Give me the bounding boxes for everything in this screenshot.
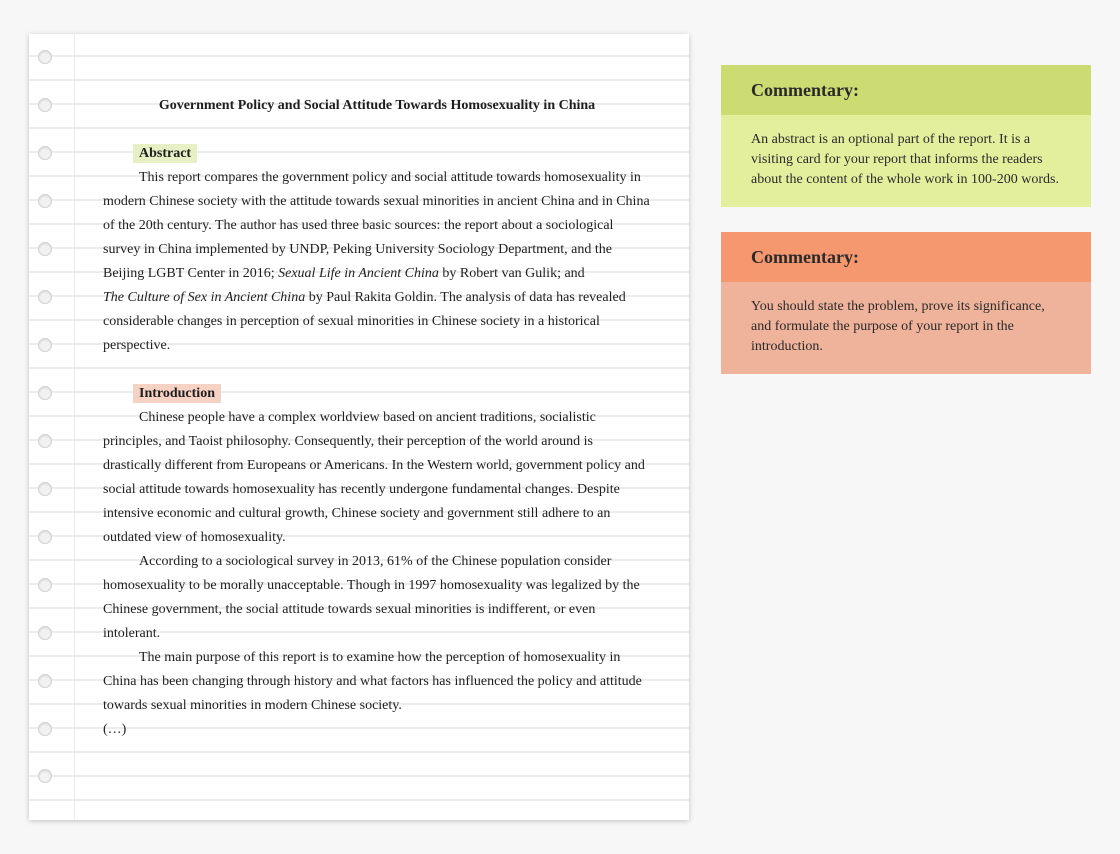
binder-hole bbox=[38, 674, 52, 688]
binder-hole bbox=[38, 146, 52, 160]
binder-hole bbox=[38, 338, 52, 352]
margin-line bbox=[74, 34, 75, 820]
binder-hole bbox=[38, 626, 52, 640]
source-title: Sexual Life in Ancient China bbox=[278, 266, 439, 281]
introduction-heading: Introduction bbox=[133, 384, 221, 403]
binder-hole bbox=[38, 722, 52, 736]
commentary-text: You should state the problem, prove its significance, and formulate the purpose of your report in the introduction. bbox=[721, 282, 1091, 374]
ellipsis: (…) bbox=[103, 722, 127, 737]
introduction-paragraph: Chinese people have a complex worldview based on ancient traditions, socialistic principles, and Taoist philosophy. Consequently, their perception of the world around is drastically different from Europeans or Americans. In the Western world, government policy and social attitude towards homosexuality has recently undergone fundamental changes. Despite intensive economic and cultural growth, Chinese society and government still adhere to an outdated view of homosexuality. bbox=[103, 410, 645, 545]
binder-hole bbox=[38, 578, 52, 592]
commentary-heading: Commentary: bbox=[721, 65, 1091, 115]
report-content bbox=[103, 94, 651, 742]
abstract-heading: Abstract bbox=[133, 144, 197, 163]
notebook-page bbox=[29, 34, 689, 820]
abstract-commentary-card bbox=[721, 65, 1091, 207]
commentary-heading: Commentary: bbox=[721, 232, 1091, 282]
binder-hole bbox=[38, 434, 52, 448]
binder-hole bbox=[38, 386, 52, 400]
introduction-paragraph: According to a sociological survey in 2013, 61% of the Chinese population consider homosexuality to be morally unacceptable. Though in 1997 homosexuality was legalized by the Chinese government, the social attitude towards sexual minorities is indifferent, or even intolerant. bbox=[103, 554, 640, 641]
source-title: The Culture of Sex in Ancient China bbox=[103, 290, 306, 305]
binder-hole bbox=[38, 194, 52, 208]
binder-hole bbox=[38, 530, 52, 544]
binder-hole bbox=[38, 50, 52, 64]
introduction-paragraph: The main purpose of this report is to examine how the perception of homosexuality in China has been changing through history and what factors has influenced the policy and attitude towards sexual minorities in modern Chinese society. bbox=[103, 650, 642, 713]
report-title: Government Policy and Social Attitude Towards Homosexuality in China bbox=[158, 98, 596, 113]
binder-hole bbox=[38, 769, 52, 783]
binder-hole bbox=[38, 242, 52, 256]
abstract-paragraph: This report compares the government policy and social attitude towards homosexuality in modern Chinese society with the attitude towards sexual minorities in ancient China and in China of the 20th century. The author has used three basic sources: the report about a sociological survey in China implemented by UNDP, Peking University Sociology Department, and the Beijing LGBT Center in 2016; Sexual Life in Ancient China by Robert van Gulik; and The Culture of Sex in Ancient China by Paul Rakita Goldin. The analysis of data has revealed considerable changes in perception of sexual minorities in Chinese society in a historical perspective. bbox=[103, 170, 650, 353]
binder-hole bbox=[38, 98, 52, 112]
binder-hole bbox=[38, 290, 52, 304]
commentary-text: An abstract is an optional part of the report. It is a visiting card for your report that informs the readers about the content of the whole work in 100-200 words. bbox=[721, 115, 1091, 207]
introduction-commentary-card bbox=[721, 232, 1091, 374]
binder-hole bbox=[38, 482, 52, 496]
